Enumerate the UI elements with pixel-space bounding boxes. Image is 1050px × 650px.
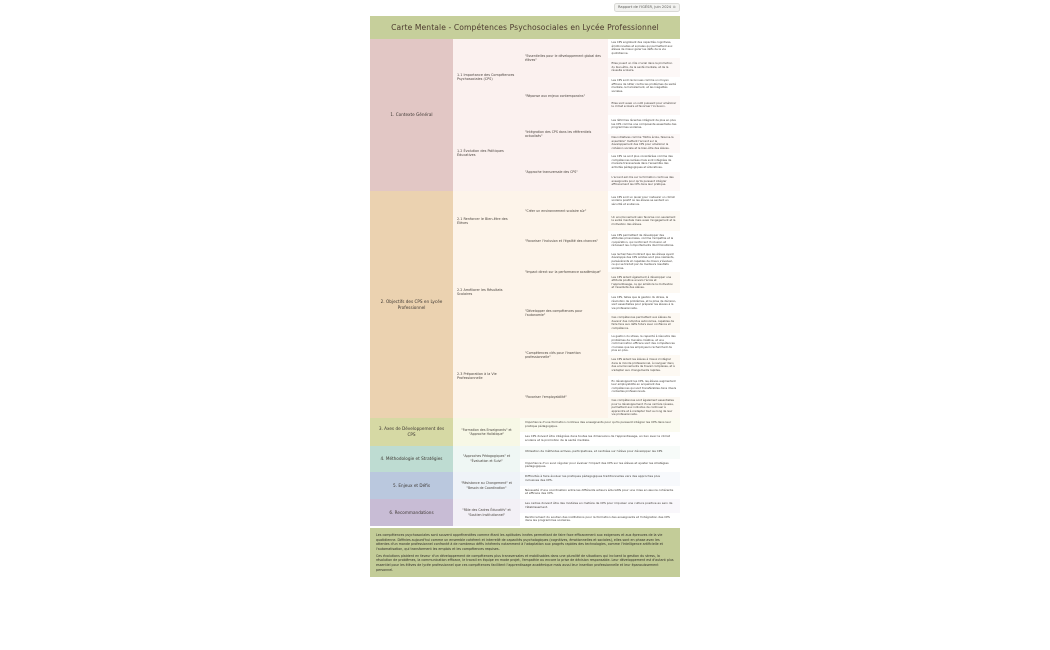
- note-text: Importance d'une formation continue des enseignants pour qu'ils puissent intégrer les CPS dans leur pratique pédagogique.: [520, 418, 680, 432]
- item-label: "Essentielles pour le développement global des élèves": [520, 39, 608, 77]
- section-label: 5. Enjeux et Défis: [370, 472, 453, 499]
- branch-label: 2.1 Renforcer le Bien-être des Élèves: [453, 191, 520, 251]
- branch-row: [453, 115, 680, 191]
- section-notes: [520, 472, 680, 499]
- branch-items: [520, 115, 680, 191]
- branch-quote-label: "Rôle des Cadres Éducatifs" et "Soutien Institutionnel": [453, 499, 520, 526]
- item-label: "Intégration des CPS dans les référentiels actualisés": [520, 115, 608, 153]
- source-report-link[interactable]: [614, 3, 680, 12]
- note-text: Les CPS ne sont plus considérées comme des compétences isolées mais sont intégrées de manière transversale dans l'ensemble des activités pédagogiques et éducatives.: [608, 153, 680, 172]
- mindmap-document: [370, 0, 680, 577]
- item-notes: [608, 231, 680, 251]
- section-notes: [520, 418, 680, 445]
- note-text: En développant les CPS, les élèves augmentent leur employabilité en acquérant des compétences qui sont transférables dans divers contextes professionnels.: [608, 376, 680, 397]
- section-notes: [520, 499, 680, 526]
- item-notes: [608, 77, 680, 115]
- note-text: Utilisation de méthodes actives, participatives, et centrées sur l'élève pour développer les CPS: [520, 446, 680, 459]
- page-title: Carte Mentale - Compétences Psychosociales en Lycée Professionnel: [370, 16, 680, 39]
- external-link-icon: ⧉: [673, 4, 676, 9]
- item-label: "Créer un environnement scolaire sûr": [520, 191, 608, 231]
- section-label: 6. Recommandations: [370, 499, 453, 526]
- branch-label: 2.2 Améliorer les Résultats Scolaires: [453, 251, 520, 334]
- branch-row: [453, 251, 680, 334]
- item-row: [520, 115, 680, 153]
- note-text: Les CPS englobent des capacités cognitives, émotionnelles et sociales qui permettent aux élèves de mieux gérer les défis de la vie quotidienne.: [608, 39, 680, 58]
- note-text: Difficultés à faire évoluer les pratiques pédagogiques traditionnelles vers des approches plus inclusives des CPS.: [520, 472, 680, 486]
- note-text: Les CPS sont reconnues comme un moyen efficace de lutter contre les problèmes de santé mentale, le harcèlement, et les inégalités sociales.: [608, 77, 680, 96]
- branch-label: 1.1 Importance des Compétences Psychosociales (CPS): [453, 39, 520, 115]
- item-label: "Réponse aux enjeux contemporains": [520, 77, 608, 115]
- section-row: [370, 446, 680, 473]
- section-label: 1. Contexte Général: [370, 39, 453, 191]
- note-text: Importance d'un suivi régulier pour évaluer l'impact des CPS sur les élèves et ajuster les stratégies pédagogiques.: [520, 459, 680, 472]
- section-row: [370, 418, 680, 445]
- item-notes: [608, 333, 680, 376]
- section-row: [370, 191, 680, 419]
- branch-items: [520, 39, 680, 115]
- note-text: Nécessité d'une coordination entre les différents acteurs éducatifs pour une mise en œuvre cohérente et efficace des CPS.: [520, 486, 680, 500]
- section-label: 4. Méthodologie et Stratégies: [370, 446, 453, 473]
- section-label: 2. Objectifs des CPS en Lycée Professionnel: [370, 191, 453, 419]
- item-row: [520, 39, 680, 77]
- branch-items: [520, 333, 680, 418]
- note-text: L'accent est mis sur la formation continue des enseignants pour qu'ils puissent intégrer efficacement les CPS dans leur pratique.: [608, 172, 680, 191]
- section-notes: [520, 446, 680, 473]
- mindmap-grid: [370, 39, 680, 526]
- section-row: [370, 472, 680, 499]
- branch-label: 1.2 Évolution des Politiques Éducatives: [453, 115, 520, 191]
- item-row: [520, 153, 680, 191]
- item-label: "Approche transversale des CPS": [520, 153, 608, 191]
- branch-column: [453, 191, 680, 419]
- note-text: Les CPS sont un levier pour instaurer un climat scolaire positif où les élèves se sentent en sécurité et soutenus.: [608, 191, 680, 211]
- badge-row: [370, 0, 680, 16]
- item-row: [520, 376, 680, 419]
- item-row: [520, 231, 680, 251]
- note-text: Un environnement sain favorise non seulement la santé mentale mais aussi l'engagement et la motivation des élèves.: [608, 211, 680, 231]
- branch-row: [453, 333, 680, 418]
- footer-summary: [370, 528, 680, 577]
- item-label: "Favoriser l'inclusion et l'égalité des chances": [520, 231, 608, 251]
- item-notes: [608, 293, 680, 333]
- section-row: [370, 499, 680, 526]
- branch-quote-label: "Approches Pédagogiques" et "Évaluation et Suivi": [453, 446, 520, 473]
- note-text: Les CPS doivent être intégrées dans toutes les dimensions de l'apprentissage, en lien avec le climat scolaire et la promotion de la santé mentale.: [520, 432, 680, 446]
- item-notes: [608, 251, 680, 294]
- item-notes: [608, 153, 680, 191]
- note-text: Elles sont aussi un outil puissant pour améliorer le climat scolaire et favoriser l'inclusion.: [608, 96, 680, 115]
- section-row: [370, 39, 680, 191]
- note-text: Les recherches montrent que les élèves ayant développé des CPS solides sont plus résilients, persévérants et capables de mieux s'évaluer, ce qui se traduit par de meilleurs résultats scolaires.: [608, 251, 680, 272]
- note-text: Ces compétences permettent aux élèves de devenir des individus autonomes, capables de faire face aux défis futurs avec confiance et compétence.: [608, 313, 680, 333]
- branch-column: [453, 39, 680, 191]
- branch-quote-label: "Formation des Enseignants" et "Approche Holistique": [453, 418, 520, 445]
- branch-label: 2.3 Préparation à la Vie Professionnelle: [453, 333, 520, 418]
- note-text: Les cadres doivent être des modèles en matière de CPS pour impulser une culture positive au sein de l'établissement.: [520, 499, 680, 513]
- item-label: "Compétences clés pour l'insertion professionnelle": [520, 333, 608, 376]
- item-label: "Développer des compétences pour l'autonomie": [520, 293, 608, 333]
- footer-paragraph-1: Les compétences psychosociales sont souvent appréhendées comme étant les aptitudes innées permettant de faire face efficacement aux exigences et aux épreuves de la vie quotidienne. Définies aujourd'hui comme un ensemble cohérent et interrelié de capacités psychologiques (cognitives, émotionnelles et sociales), elles sont en phase avec les attentes d'un monde professionnel confronté à de nombreux défis inhérents notamment à l'adaptation aux progrès rapides des technologies, comme l'intelligence artificielle et l'automatisation, qui transforment les emplois et les compétences requises.: [376, 533, 663, 551]
- note-text: Elles jouent un rôle crucial dans la promotion du bien-être, de la santé mentale, et de la réussite scolaire.: [608, 58, 680, 77]
- branch-items: [520, 251, 680, 334]
- note-text: Renforcement du soutien des institutions pour la formation des enseignants et l'intégration des CPS dans les programmes scolaires.: [520, 513, 680, 527]
- item-notes: [608, 115, 680, 153]
- item-notes: [608, 39, 680, 77]
- note-text: La gestion du stress, la capacité à résoudre des problèmes de manière créative, et une communication efficace sont des compétences cruciales que les employeurs recherchent de plus en plus.: [608, 333, 680, 354]
- item-notes: [608, 191, 680, 231]
- item-row: [520, 251, 680, 294]
- note-text: Les réformes récentes intègrent de plus en plus les CPS comme une composante essentielle des programmes scolaires.: [608, 115, 680, 134]
- section-label: 3. Axes de Développement des CPS: [370, 418, 453, 445]
- note-text: Des initiatives comme "Notre école, faisons-la ensemble" mettent l'accent sur le développement des CPS pour améliorer la cohésion sociale et le bien-être des élèves.: [608, 134, 680, 153]
- item-row: [520, 293, 680, 333]
- item-label: "Favoriser l'employabilité": [520, 376, 608, 419]
- item-row: [520, 191, 680, 231]
- item-label: "Impact direct sur la performance académique": [520, 251, 608, 294]
- note-text: Ces compétences sont également essentielles pour le développement d'une carrière réussie, permettant aux individus de continuer à apprendre et à s'adapter tout au long de leur vie professionnelle.: [608, 397, 680, 418]
- branch-row: [453, 39, 680, 115]
- item-row: [520, 77, 680, 115]
- note-text: Les CPS, telles que la gestion du stress, la résolution de problèmes, et la prise de décision, sont essentielles pour préparer les élèves à la vie professionnelle.: [608, 293, 680, 313]
- branch-quote-label: "Résistance au Changement" et "Besoin de Coordination": [453, 472, 520, 499]
- source-report-label: Rapport de l'IGÉSR, juin 2024: [618, 4, 672, 9]
- item-notes: [608, 376, 680, 419]
- branch-row: [453, 191, 680, 251]
- branch-items: [520, 191, 680, 251]
- note-text: Les CPS permettent de développer des attitudes prosociales, comme l'empathie et la coopération, qui renforcent l'inclusion et réduisent les comportements discriminatoires.: [608, 231, 680, 251]
- note-text: Les CPS aident également à développer une attitude positive envers l'école et l'apprentissage, ce qui améliore la motivation et l'assiduité des élèves.: [608, 272, 680, 293]
- footer-paragraph-2: Ces évolutions plaident en faveur d'un développement de compétences plus transversales et mobilisables dans une pluralité de situations qui incluent la gestion du stress, la résolution de problèmes, la communication efficace, le travail en équipe en mode projet, l'empathie ou encore la prise de décision responsable. Leur développement est d'autant plus essentiel pour les élèves de lycée professionnel que ces compétences facilitent l'apprentissage académique mais aussi leur insertion professionnelle et leur épanouissement personnel.: [376, 553, 674, 572]
- note-text: Les CPS aident les élèves à mieux s'intégrer dans le monde professionnel, à naviguer dans des environnements de travail complexes, et à s'adapter aux changements rapides.: [608, 355, 680, 376]
- item-row: [520, 333, 680, 376]
